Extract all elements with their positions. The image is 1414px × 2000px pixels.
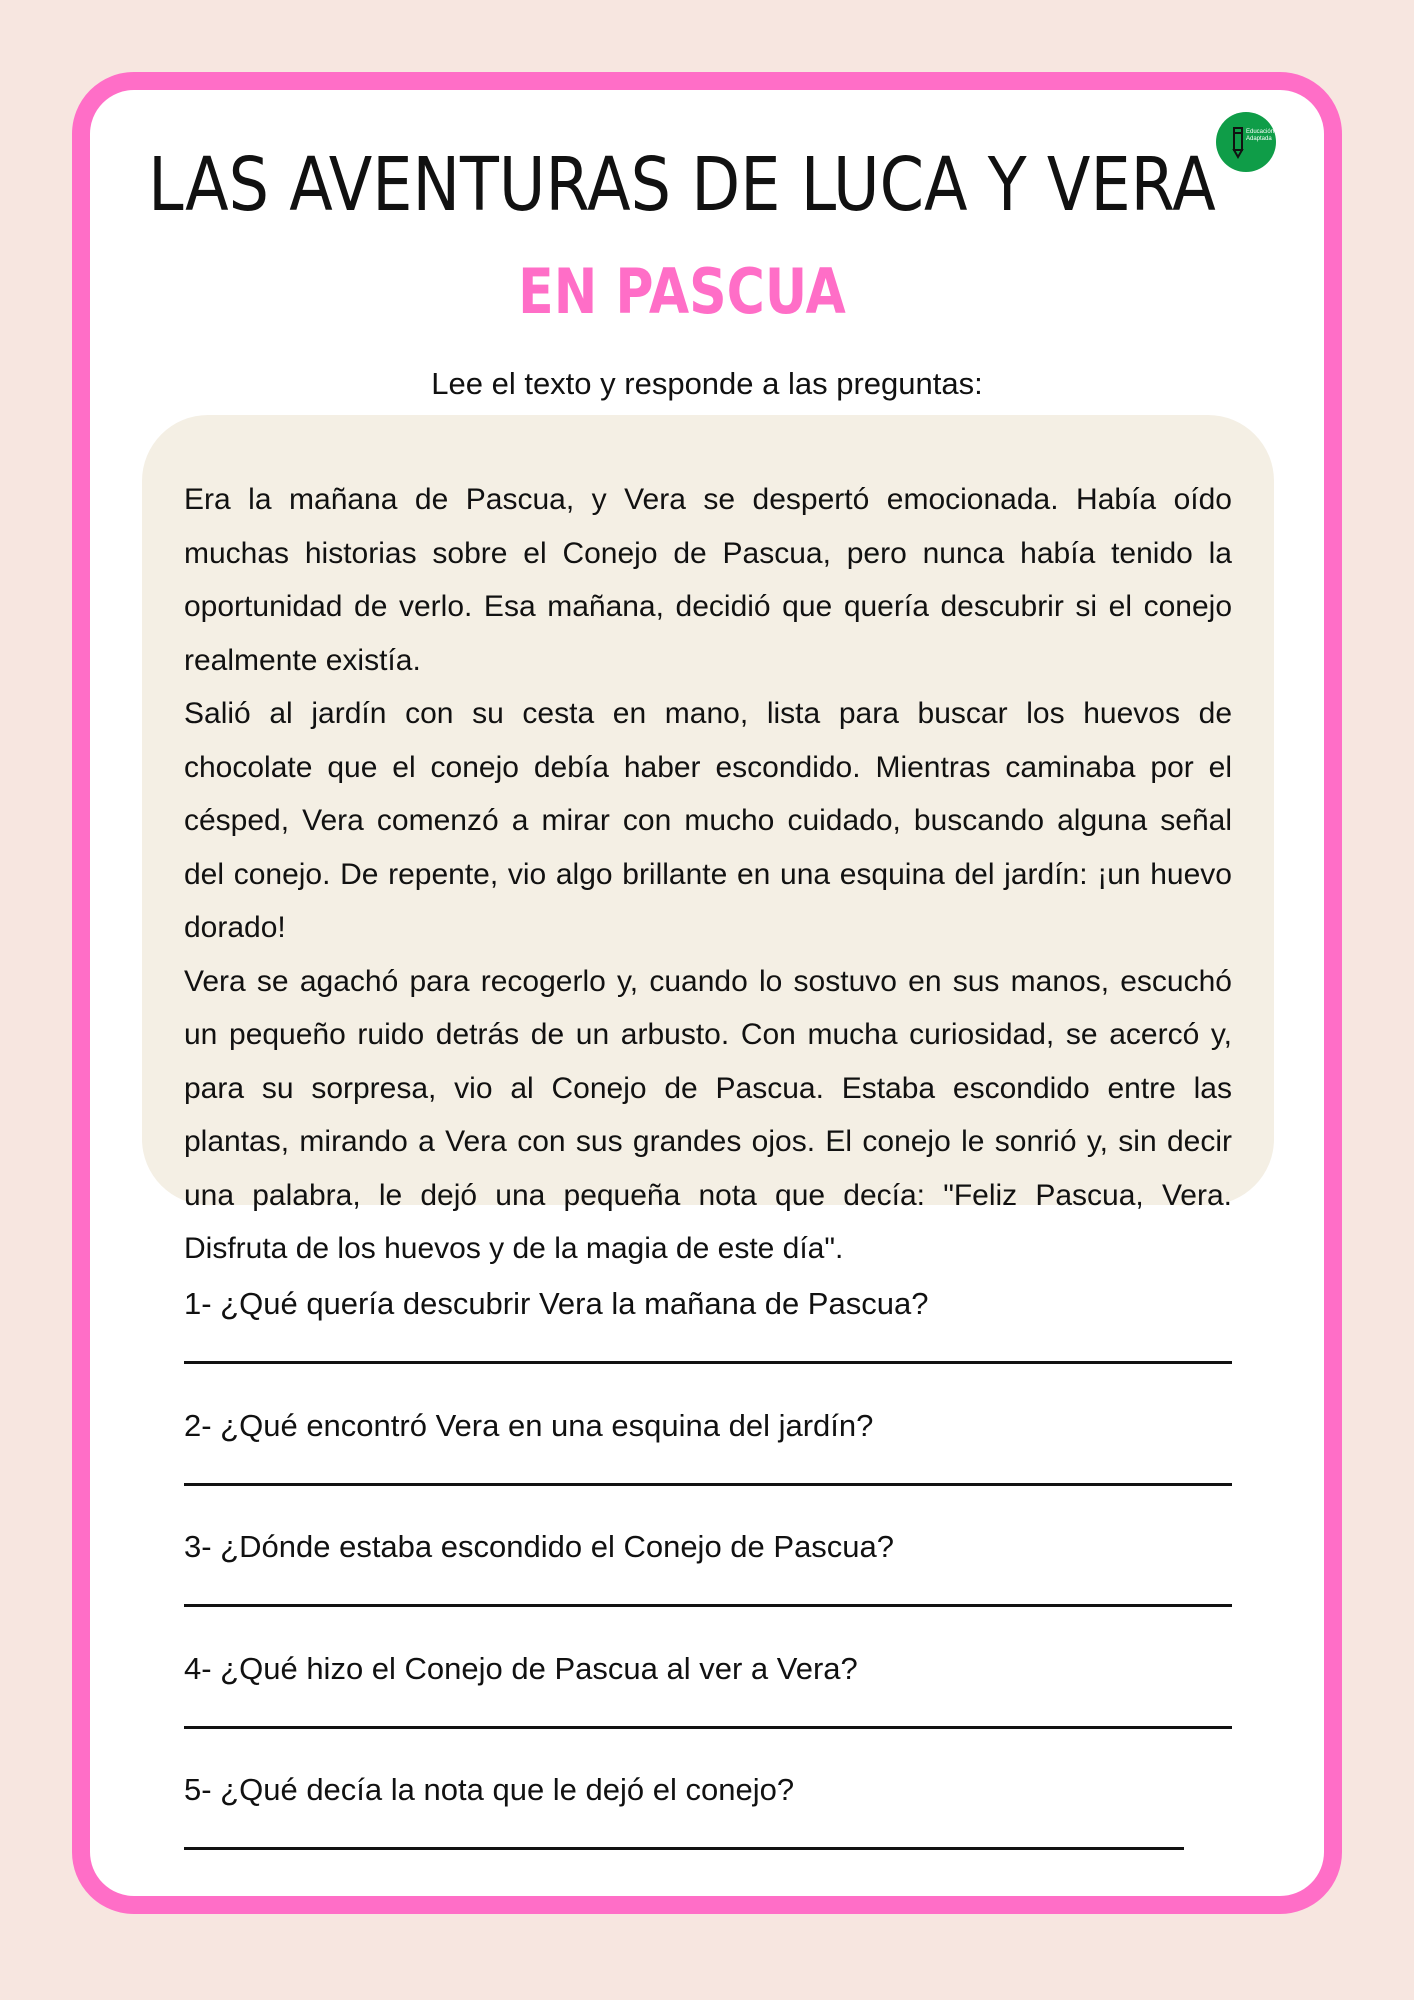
story-paragraph: Era la mañana de Pascua, y Vera se despertó emocionada. Había oído muchas historias sobre el Conejo de Pascua, pero nunca había tenido la oportunidad de verlo. Esa mañana, decidió que quería descubrir si el conejo realmente existía. [184,483,1232,677]
answer-line[interactable] [184,1726,1232,1729]
worksheet-title: LAS AVENTURAS DE LUCA Y VERA [148,142,1216,228]
story-box [142,415,1274,1265]
question-item [184,1518,1232,1640]
answer-line[interactable] [184,1361,1232,1364]
worksheet-subtitle: EN PASCUA [518,255,846,328]
instruction-text: Lee el texto y responde a las preguntas: [431,366,983,401]
logo-badge-text: Educación Adaptada [1246,129,1275,142]
answer-line[interactable] [184,1847,1184,1850]
question-text: 5- ¿Qué decía la nota que le dejó el conejo? [184,1772,795,1807]
question-text: 1- ¿Qué quería descubrir Vera la mañana de Pascua? [184,1286,929,1321]
question-item [184,1761,1232,1883]
story-paragraph: Salió al jardín con su cesta en mano, lista para buscar los huevos de chocolate que el conejo debía haber escondido. Mientras caminaba por el césped, Vera comenzó a mirar con mucho cuidado, buscando alguna señal del conejo. De repente, vio algo brillante en una esquina del jardín: ¡un huevo dorado! [184,697,1232,944]
questions-list [184,1275,1232,1883]
answer-line[interactable] [184,1604,1232,1607]
question-text: 3- ¿Dónde estaba escondido el Conejo de Pascua? [184,1529,895,1564]
story-paragraph: Vera se agachó para recogerlo y, cuando lo sostuvo en sus manos, escuchó un pequeño ruido detrás de un arbusto. Con mucha curiosidad, se acercó y, para su sorpresa, vio al Conejo de Pascua. Estaba escondido entre las plantas, mirando a Vera con sus grandes ojos. El conejo le sonrió y, sin decir una palabra, le dejó una pequeña nota que decía: "Feliz Pascua, Vera. Disfruta de los huevos y de la magia de este día". [184,964,1232,1265]
question-text: 4- ¿Qué hizo el Conejo de Pascua al ver a Vera? [184,1650,858,1686]
question-item [184,1397,1232,1519]
answer-line[interactable] [184,1483,1232,1486]
question-item [184,1275,1232,1397]
question-text: 2- ¿Qué encontró Vera en una esquina del jardín? [184,1407,874,1443]
question-item [184,1640,1232,1762]
